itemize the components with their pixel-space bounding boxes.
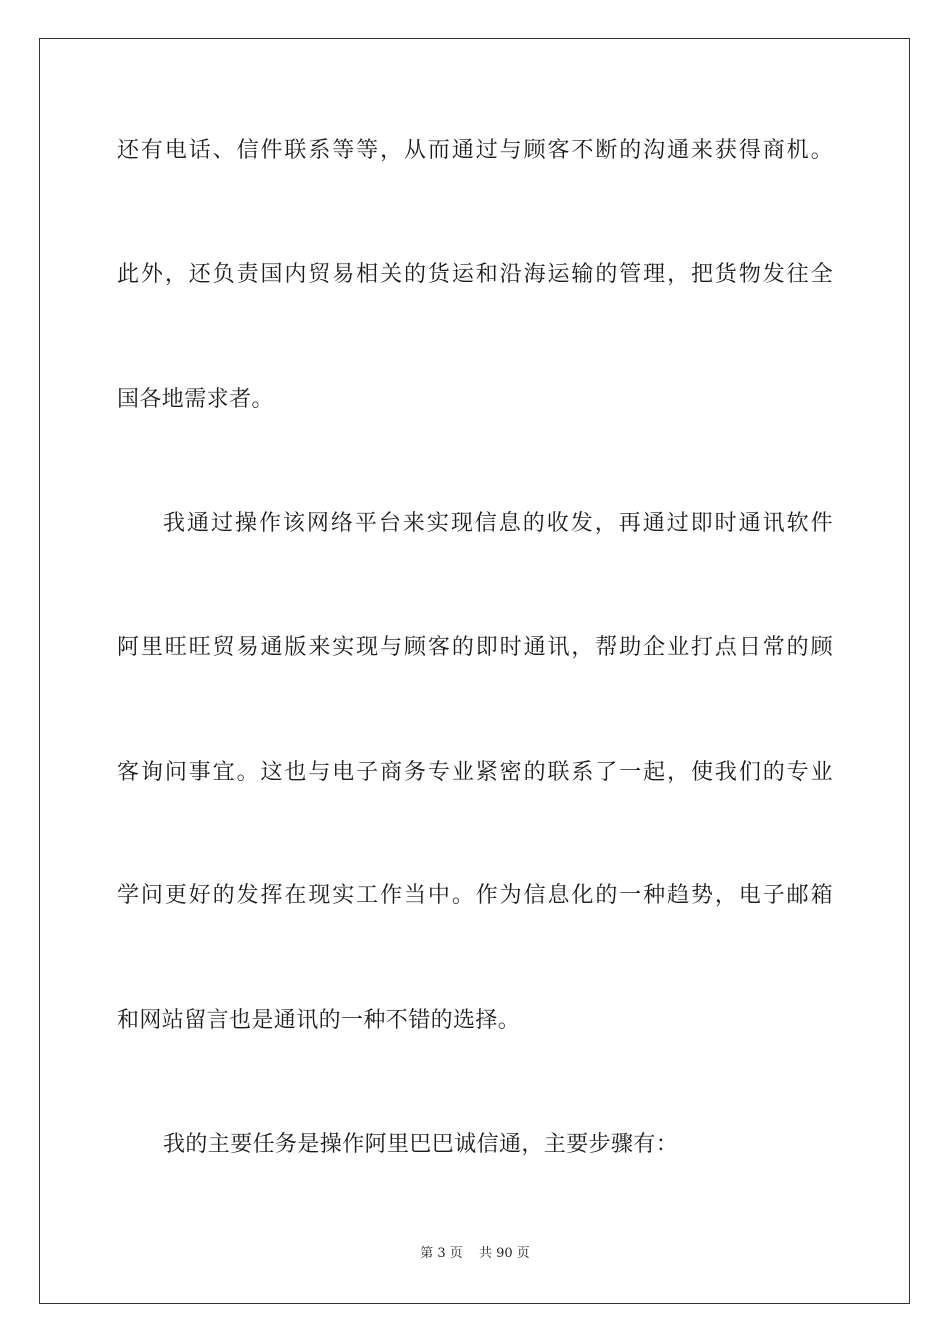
page-number: 第 3 页 bbox=[420, 1246, 463, 1261]
paragraph-line: 我通过操作该网络平台来实现信息的收发，再通过即时通讯软件 bbox=[163, 511, 833, 536]
paragraph-line: 和网站留言也是通讯的一种不错的选择。 bbox=[117, 1008, 521, 1033]
paragraph-line: 还有电话、信件联系等等，从而通过与顾客不断的沟通来获得商机。 bbox=[117, 138, 833, 163]
page-footer bbox=[0, 1245, 950, 1263]
paragraph-line: 客询问事宜。这也与电子商务专业紧密的联系了一起，使我们的专业 bbox=[117, 760, 833, 785]
page-border bbox=[39, 38, 910, 1304]
paragraph-line: 阿里旺旺贸易通版来实现与顾客的即时通讯，帮助企业打点日常的顾 bbox=[117, 635, 833, 660]
paragraph-line: 此外，还负责国内贸易相关的货运和沿海运输的管理，把货物发往全 bbox=[117, 262, 833, 287]
paragraph-line: 国各地需求者。 bbox=[117, 387, 274, 412]
paragraph-line: 学问更好的发挥在现实工作当中。作为信息化的一种趋势，电子邮箱 bbox=[117, 883, 833, 908]
page-total: 共 90 页 bbox=[478, 1246, 530, 1261]
paragraph-line: 我的主要任务是操作阿里巴巴诚信通，主要步骤有： bbox=[163, 1132, 679, 1157]
